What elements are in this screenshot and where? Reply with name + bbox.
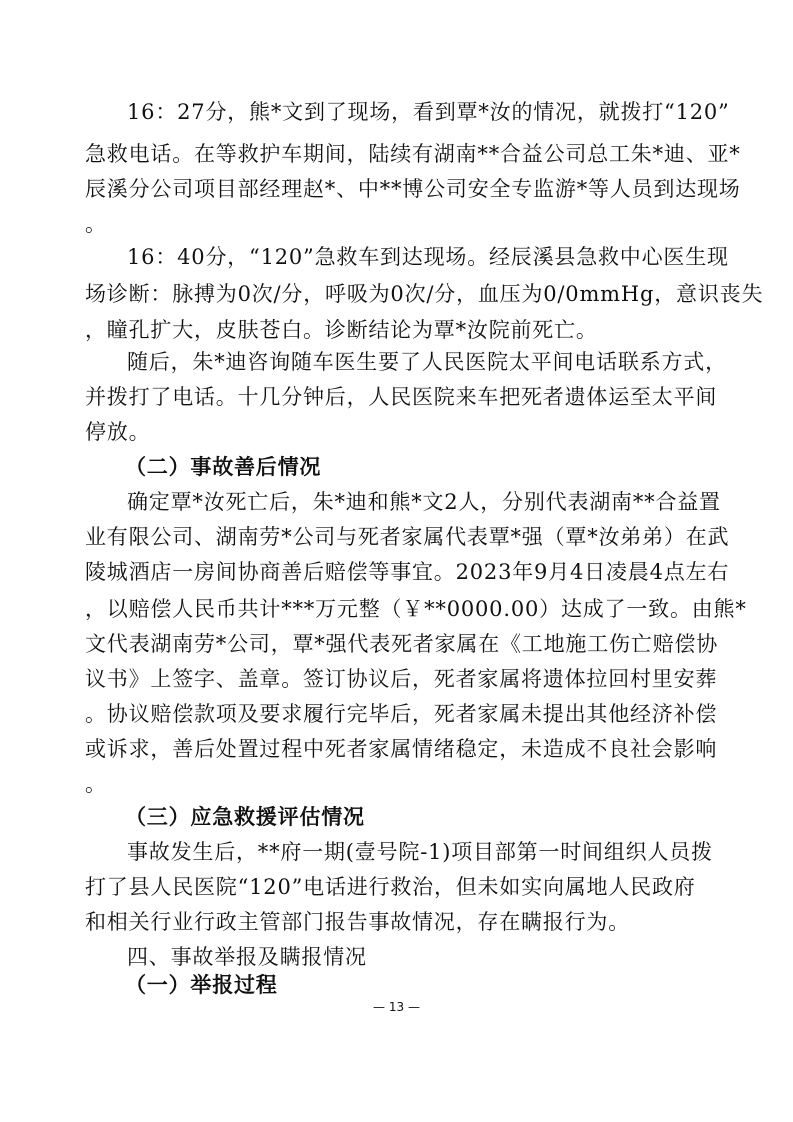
- paragraph-line: 。: [85, 212, 107, 236]
- paragraph-line: 。: [85, 772, 107, 796]
- section-heading: （三）应急救援评估情况: [125, 805, 365, 829]
- paragraph-line: 随后，朱*迪咨询随车医生要了人民医院太平间电话联系方式，: [127, 350, 727, 374]
- chapter-heading: 四、事故举报及瞒报情况: [127, 945, 367, 969]
- paragraph-line: 。协议赔偿款项及要求履行完毕后，死者家属未提出其他经济补偿: [85, 702, 718, 726]
- paragraph-line: 和相关行业行政主管部门报告事故情况，存在瞒报行为。: [85, 910, 630, 934]
- paragraph-line: 辰溪分公司项目部经理赵*、中**博公司安全专监游*等人员到达现场: [85, 177, 741, 201]
- paragraph-line: 文代表湖南劳*公司，覃*强代表死者家属在《工地施工伤亡赔偿协: [85, 632, 718, 656]
- paragraph-line: 停放。: [85, 420, 151, 444]
- paragraph-line: 业有限公司、湖南劳*公司与死者家属代表覃*强（覃*汝弟弟）在武: [85, 525, 730, 549]
- paragraph-line: 16：40分，“120”急救车到达现场。经辰溪县急救中心医生现: [127, 245, 729, 269]
- paragraph-line: 急救电话。在等救护车期间，陆续有湖南**合益公司总工朱*迪、亚*: [85, 142, 741, 166]
- section-heading: （二）事故善后情况: [125, 455, 322, 479]
- paragraph-line: 陵城酒店一房间协商善后赔偿等事宜。2023年9月4日凌晨4点左右: [85, 560, 730, 584]
- paragraph-line: ，以赔偿人民币共计***万元整（￥**0000.00）达成了一致。由熊*: [85, 597, 747, 621]
- page-number: — 13 —: [373, 1000, 420, 1014]
- paragraph-line: 16：27分，熊*文到了现场，看到覃*汝的情况，就拨打“120”: [127, 100, 730, 124]
- paragraph-line: 或诉求，善后处置过程中死者家属情绪稳定，未造成不良社会影响: [85, 737, 718, 761]
- paragraph-line: 议书》上签字、盖章。签订协议后，死者家属将遗体拉回村里安葬: [85, 667, 718, 691]
- paragraph-line: 并拨打了电话。十几分钟后，人民医院来车把死者遗体运至太平间: [85, 385, 718, 409]
- paragraph-line: 打了县人民医院“120”电话进行救治，但未如实向属地人民政府: [85, 875, 696, 899]
- paragraph-line: ，瞳孔扩大，皮肤苍白。诊断结论为覃*汝院前死亡。: [85, 318, 598, 342]
- paragraph-line: 事故发生后，**府一期(壹号院-1)项目部第一时间组织人员拨: [127, 840, 713, 864]
- section-heading: （一）举报过程: [125, 973, 278, 997]
- paragraph-line: 场诊断：脉搏为0次/分，呼吸为0次/分，血压为0/0mmHg，意识丧失: [85, 282, 764, 306]
- paragraph-line: 确定覃*汝死亡后，朱*迪和熊*文2人，分别代表湖南**合益置: [127, 490, 721, 514]
